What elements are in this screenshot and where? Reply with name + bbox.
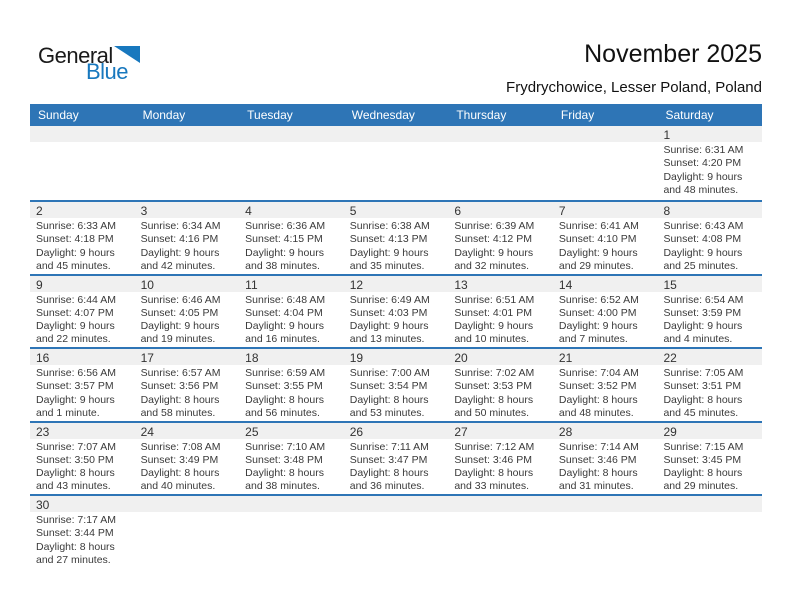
day-info-line: and 45 minutes. [663,406,739,419]
day-info-line: and 38 minutes. [245,259,320,272]
day-info-line: Sunrise: 7:04 AM [558,367,639,379]
day-info-line: Daylight: 8 hours [558,393,638,406]
empty-day-cell [239,126,344,200]
day-info-line: Daylight: 9 hours [140,246,220,259]
day-info-line: Daylight: 8 hours [349,393,429,406]
day-number: 3 [140,204,148,218]
day-number: 19 [349,351,364,365]
day-info-line: Sunset: 3:52 PM [558,380,637,393]
day-cell [553,423,658,495]
day-info-line: Daylight: 9 hours [558,320,638,333]
day-info-line: Sunset: 3:50 PM [36,453,114,466]
day-number-band [657,276,762,292]
day-info [448,439,553,494]
day-info-line: and 16 minutes. [245,333,320,346]
logo-word-general: General [38,43,113,68]
day-number: 12 [349,277,364,292]
weekday-header: Wednesday [351,108,415,122]
day-info-line: Daylight: 9 hours [36,320,115,333]
day-number-band [344,202,449,218]
calendar-grid [30,126,762,568]
day-info-line: Sunrise: 6:54 AM [663,293,744,306]
day-number-band [239,423,344,439]
day-info-line: Sunset: 3:55 PM [245,380,323,393]
day-info-line: Sunrise: 7:08 AM [140,440,221,453]
day-number: 7 [558,204,566,218]
day-info-line: and 13 minutes. [349,333,425,346]
day-info-line: Sunrise: 6:33 AM [36,220,116,232]
empty-day-cell [135,126,240,200]
day-info [135,365,240,420]
day-number-band [30,202,135,218]
day-cell [448,276,553,348]
day-number: 5 [349,204,357,218]
day-info-line: Sunrise: 6:52 AM [558,293,639,306]
day-info-line: Sunrise: 7:11 AM [349,440,429,453]
day-info-line: Daylight: 9 hours [663,170,743,183]
day-info-line: Sunset: 3:45 PM [663,453,742,466]
day-cell [344,349,449,421]
day-cell [553,202,658,274]
day-info-line: and 35 minutes. [349,259,425,272]
day-info-line: Sunrise: 7:15 AM [663,440,744,453]
day-info-line: Daylight: 8 hours [558,467,638,480]
day-info [30,292,135,347]
day-info-line: Daylight: 9 hours [558,246,638,259]
day-info-line: Sunrise: 7:10 AM [245,440,326,453]
day-info-line: Daylight: 8 hours [36,540,115,553]
day-cell [30,202,135,274]
day-info-line: Sunrise: 7:02 AM [454,367,535,379]
day-number-band [448,423,553,439]
day-info-line: Sunset: 4:15 PM [245,233,323,246]
empty-day-cell [135,496,240,568]
day-info [448,218,553,273]
day-info-line: and 38 minutes. [245,480,320,493]
day-info [553,439,658,494]
day-number-band [239,202,344,218]
day-cell [135,202,240,274]
day-info-line: Sunset: 4:18 PM [36,233,114,246]
day-info-line: Sunset: 4:00 PM [558,306,637,319]
day-cell [344,423,449,495]
day-info-line: Sunset: 3:44 PM [36,527,114,540]
empty-day-cell [344,496,449,568]
weekday-header: Friday [560,108,595,122]
day-number: 15 [663,277,677,292]
day-number: 8 [663,204,671,218]
day-info-line: and 32 minutes. [454,259,530,272]
day-number-band [553,496,658,512]
empty-day-cell [30,126,135,200]
weekday-header-row [30,104,762,126]
day-info [657,218,762,273]
weekday-header: Thursday [456,108,507,122]
day-info-line: Sunset: 4:20 PM [663,157,742,170]
day-number-band [135,349,240,365]
day-info-line: and 7 minutes. [558,333,628,346]
day-info-line: and 4 minutes. [663,333,733,346]
day-info-line: and 50 minutes. [454,406,530,419]
day-info-line: and 27 minutes. [36,553,111,566]
day-number-band [239,126,344,142]
day-info [239,365,344,420]
day-info-line: Sunrise: 7:17 AM [36,514,116,526]
day-number: 22 [663,351,677,365]
day-number: 26 [349,424,364,439]
day-number-band [448,276,553,292]
day-number-band [239,276,344,292]
day-info [30,365,135,420]
day-info [344,292,449,347]
day-info-line: Sunset: 4:12 PM [454,233,532,246]
day-number: 25 [245,424,259,439]
day-cell [135,349,240,421]
day-info-line: Daylight: 9 hours [245,320,324,333]
day-info-line: Daylight: 8 hours [140,393,220,406]
day-info-line: Daylight: 9 hours [245,246,324,259]
day-number-band [344,423,449,439]
empty-day-cell [239,496,344,568]
day-info-line: Daylight: 9 hours [349,320,429,333]
week-row [30,200,762,274]
day-info [657,439,762,494]
day-info-line: and 25 minutes. [663,259,739,272]
day-number: 29 [663,424,677,439]
day-info-line: Daylight: 8 hours [454,393,534,406]
day-info-line: and 29 minutes. [663,480,739,493]
day-number-band [135,496,240,512]
day-number: 21 [558,351,573,365]
day-number: 2 [36,204,43,218]
day-cell [239,202,344,274]
day-info-line: and 33 minutes. [454,480,530,493]
day-number: 4 [245,204,252,218]
day-info-line: and 58 minutes. [140,406,216,419]
day-number-band [135,126,240,142]
day-number-band [135,202,240,218]
day-cell [657,276,762,348]
day-info-line: Sunset: 4:13 PM [349,233,428,246]
day-info-line: Sunset: 4:03 PM [349,306,428,319]
day-info [553,365,658,420]
day-info-line: Sunset: 3:51 PM [663,380,742,393]
day-info [657,365,762,420]
day-number-band [30,349,135,365]
day-info-line: Sunrise: 6:46 AM [140,293,221,306]
day-info [135,218,240,273]
day-number: 11 [245,277,258,292]
day-info-line: Daylight: 9 hours [140,320,220,333]
day-info-line: Daylight: 8 hours [36,467,115,480]
day-info-line: Sunrise: 6:34 AM [140,220,221,232]
day-info-line: Sunrise: 6:39 AM [454,220,535,232]
day-number: 14 [558,277,573,292]
day-cell [448,349,553,421]
day-number-band [344,126,449,142]
day-info [344,218,449,273]
day-number-band [344,496,449,512]
day-info-line: Sunset: 4:16 PM [140,233,219,246]
day-info-line: Sunrise: 6:49 AM [349,293,430,306]
day-cell [30,496,135,568]
day-info-line: Daylight: 8 hours [245,467,324,480]
day-info [448,365,553,420]
day-number: 20 [454,351,468,365]
day-info-line: Daylight: 8 hours [454,467,534,480]
week-row [30,421,762,495]
day-info-line: and 45 minutes. [36,259,111,272]
day-info-line: and 36 minutes. [349,480,425,493]
day-info-line: Sunset: 4:04 PM [245,306,323,319]
week-row [30,494,762,568]
day-info-line: Sunset: 3:56 PM [140,380,219,393]
day-info-line: Sunrise: 6:41 AM [558,220,639,232]
day-info-line: Daylight: 9 hours [36,393,115,406]
day-info-line: and 40 minutes. [140,480,216,493]
day-info-line: and 53 minutes. [349,406,425,419]
day-cell [448,423,553,495]
day-number: 18 [245,351,259,365]
general-blue-logo [38,45,140,83]
day-number-band [448,126,553,142]
day-number-band [553,423,658,439]
day-info-line: Daylight: 9 hours [663,246,743,259]
day-info-line: Sunset: 3:49 PM [140,453,219,466]
day-info-line: Sunrise: 7:07 AM [36,440,116,453]
day-number-band [657,202,762,218]
page-title: November 2025 [584,40,762,68]
day-cell [30,349,135,421]
day-info-line: Sunset: 3:47 PM [349,453,428,466]
day-cell [344,202,449,274]
day-info-line: and 48 minutes. [558,406,634,419]
empty-day-cell [448,126,553,200]
day-cell [30,276,135,348]
day-cell [553,349,658,421]
day-number-band [344,349,449,365]
day-info [344,439,449,494]
day-number-band [344,276,449,292]
day-info-line: Daylight: 9 hours [454,320,534,333]
day-info [30,512,135,567]
day-cell [657,349,762,421]
day-number: 1 [663,128,671,142]
day-number-band [657,496,762,512]
day-info-line: Sunrise: 6:48 AM [245,293,326,306]
logo-word-blue: Blue [86,59,129,84]
day-info-line: Sunrise: 6:56 AM [36,367,116,379]
day-info [553,292,658,347]
day-info-line: Sunset: 4:10 PM [558,233,637,246]
day-info-line: Sunrise: 7:00 AM [349,367,430,379]
day-cell [553,276,658,348]
day-info-line: and 29 minutes. [558,259,634,272]
day-info [239,218,344,273]
day-number-band [657,423,762,439]
day-number: 10 [140,277,154,292]
day-info-line: Sunrise: 6:59 AM [245,367,326,379]
day-info-line: Sunrise: 7:12 AM [454,440,535,453]
day-info [135,292,240,347]
day-number-band [657,349,762,365]
day-number-band [553,349,658,365]
day-info-line: Daylight: 8 hours [140,467,220,480]
empty-day-cell [657,496,762,568]
day-info-line: Daylight: 9 hours [349,246,429,259]
week-row [30,274,762,348]
day-info-line: and 22 minutes. [36,333,111,346]
day-info-line: Sunrise: 6:51 AM [454,293,535,306]
empty-day-cell [553,496,658,568]
day-cell [239,349,344,421]
day-info-line: Sunset: 4:07 PM [36,306,114,319]
day-number-band [553,276,658,292]
week-row [30,126,762,200]
day-info-line: and 43 minutes. [36,480,111,493]
day-info-line: and 19 minutes. [140,333,216,346]
day-number-band [135,423,240,439]
day-number-band [30,496,135,512]
day-cell [30,423,135,495]
day-number-band [30,126,135,142]
day-cell [657,202,762,274]
empty-day-cell [344,126,449,200]
day-info [135,439,240,494]
day-info-line: Sunrise: 6:31 AM [663,144,744,156]
day-number: 16 [36,351,50,365]
day-info-line: Sunrise: 6:57 AM [140,367,221,379]
day-number-band [239,349,344,365]
day-info-line: Sunrise: 7:05 AM [663,367,744,379]
day-cell [448,202,553,274]
day-info-line: Sunrise: 6:43 AM [663,220,744,232]
day-info-line: Sunset: 3:54 PM [349,380,428,393]
day-number: 27 [454,424,468,439]
day-cell [344,276,449,348]
weekday-header: Tuesday [247,108,293,122]
day-info-line: Sunset: 3:53 PM [454,380,532,393]
week-row [30,347,762,421]
day-number-band [657,126,762,142]
day-number: 28 [558,424,573,439]
day-number: 13 [454,277,468,292]
page-subtitle: Frydrychowice, Lesser Poland, Poland [506,79,762,96]
day-info-line: Sunset: 3:46 PM [558,453,637,466]
day-info-line: Sunset: 4:01 PM [454,306,532,319]
day-info-line: Sunrise: 6:38 AM [349,220,430,232]
day-number-band [553,202,658,218]
day-number: 6 [454,204,461,218]
day-info-line: and 56 minutes. [245,406,320,419]
day-info-line: and 31 minutes. [558,480,634,493]
day-number-band [448,496,553,512]
day-number-band [448,349,553,365]
day-info [30,218,135,273]
day-cell [239,423,344,495]
day-info [239,439,344,494]
empty-day-cell [448,496,553,568]
weekday-header: Sunday [38,108,79,122]
day-number: 23 [36,424,50,439]
day-number-band [30,423,135,439]
day-number: 24 [140,424,154,439]
day-info-line: and 10 minutes. [454,333,530,346]
day-cell [135,276,240,348]
day-info [553,218,658,273]
weekday-header: Saturday [665,108,714,122]
day-info-line: Sunset: 4:05 PM [140,306,219,319]
day-info-line: Sunset: 3:57 PM [36,380,114,393]
day-info-line: Sunset: 4:08 PM [663,233,742,246]
day-info-line: Sunset: 3:46 PM [454,453,532,466]
day-number: 30 [36,498,50,512]
day-info-line: Daylight: 8 hours [663,393,743,406]
day-info-line: Daylight: 8 hours [349,467,429,480]
day-info [657,142,762,197]
day-number-band [30,276,135,292]
day-cell [239,276,344,348]
day-info [30,439,135,494]
day-info-line: Sunset: 3:48 PM [245,453,323,466]
day-number: 9 [36,277,43,292]
day-number-band [239,496,344,512]
day-cell [657,423,762,495]
day-cell [657,126,762,200]
day-number-band [448,202,553,218]
title-block [506,40,762,96]
day-info [239,292,344,347]
day-info-line: Sunrise: 6:44 AM [36,293,116,306]
day-info-line: Daylight: 8 hours [245,393,324,406]
day-info-line: Daylight: 8 hours [663,467,743,480]
day-info-line: Sunset: 3:59 PM [663,306,742,319]
day-number: 17 [140,351,154,365]
day-info-line: and 42 minutes. [140,259,216,272]
day-info-line: and 1 minute. [36,406,100,419]
day-info-line: Sunrise: 6:36 AM [245,220,326,232]
weekday-header: Monday [142,108,186,122]
empty-day-cell [553,126,658,200]
day-cell [135,423,240,495]
day-info-line: Daylight: 9 hours [454,246,534,259]
day-info-line: Daylight: 9 hours [36,246,115,259]
calendar-table [30,104,762,568]
day-number-band [553,126,658,142]
day-number-band [135,276,240,292]
day-info [657,292,762,347]
day-info-line: Sunrise: 7:14 AM [558,440,639,453]
day-info [344,365,449,420]
day-info [448,292,553,347]
day-info-line: and 48 minutes. [663,183,739,196]
day-info-line: Daylight: 9 hours [663,320,743,333]
